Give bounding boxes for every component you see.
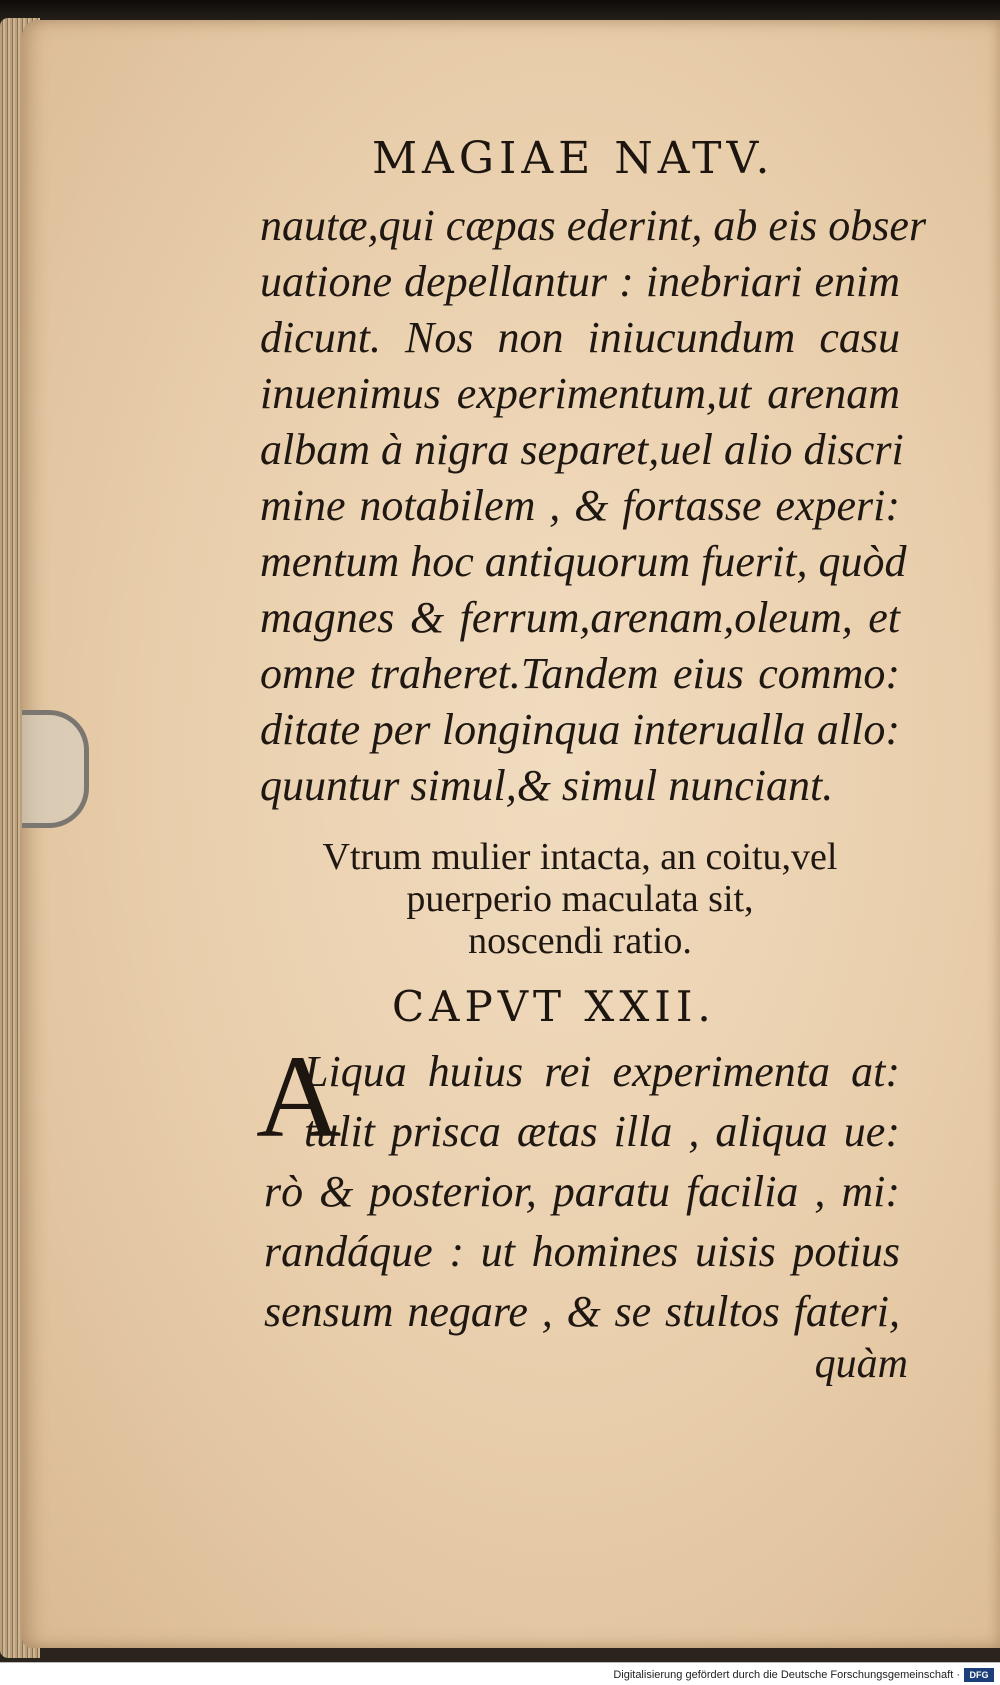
text-line: uatione depellantur : inebriari enim (260, 257, 900, 306)
text-line: mine notabilem , & fortasse experi: (260, 481, 900, 530)
text-line: nautæ,qui cæpas ederint, ab eis obser (260, 201, 927, 250)
subheading-line: Vtrum mulier intacta, an coitu,vel (322, 836, 838, 878)
body-text (260, 198, 927, 814)
dfg-logo-icon: DFG (964, 1668, 994, 1682)
text-line: inuenimus experimentum,ut arenam (260, 369, 900, 418)
text-line: tulit prisca ætas illa , aliqua ue: (304, 1107, 900, 1156)
text-line: quuntur simul,& simul nunciant. (260, 761, 834, 810)
text-line: magnes & ferrum,arenam,oleum, et (260, 593, 900, 642)
page-clip-icon (22, 710, 89, 828)
running-head: MAGIAE NATV. (372, 133, 775, 184)
text-line: omne traheret.Tandem eius commo: (260, 649, 900, 698)
subheading-line: puerperio maculata sit, (406, 878, 754, 920)
text-line: Liqua huius rei experimenta at: (304, 1047, 900, 1096)
subheading-line: noscendi ratio. (468, 920, 692, 962)
text-line: rò & posterior, paratu facilia , mi: (264, 1167, 900, 1216)
text-line: dicunt. Nos non iniucundum casu (260, 313, 900, 362)
footer-credit: Digitalisierung gefördert durch die Deutsche Forschungsgemeinschaft · (613, 1669, 960, 1681)
footer-bar (0, 1662, 1000, 1685)
chapter-text (256, 1031, 900, 1342)
section-subheading (280, 836, 880, 962)
text-line: sensum negare , & se stultos fateri, (264, 1287, 900, 1336)
text-line: albam à nigra separet,uel alio discri (260, 425, 904, 474)
text-line: ditate per longinqua interualla allo: (260, 705, 900, 754)
chapter-title: CAPVT XXII. (392, 982, 716, 1031)
catchword: quàm (814, 1341, 908, 1387)
drop-cap: A (256, 1031, 342, 1162)
text-line: randáque : ut homines uisis potius (264, 1227, 900, 1276)
text-line: mentum hoc antiquorum fuerit, quòd (260, 537, 907, 586)
